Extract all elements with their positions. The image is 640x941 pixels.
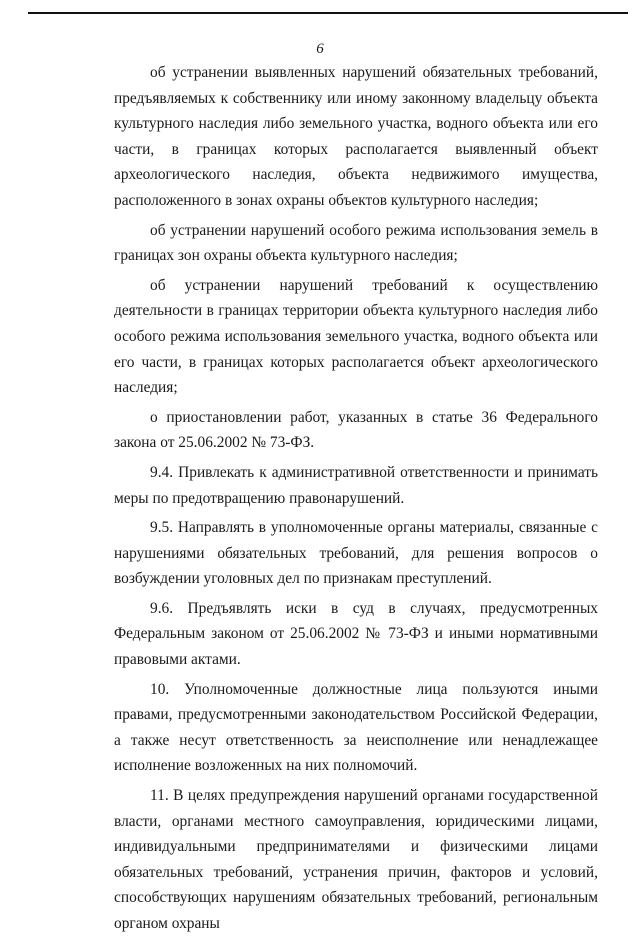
top-border-line — [28, 12, 628, 14]
paragraph-land-use-regime: об устранении нарушений особого режима использования земель в границах зон охраны объекта культурного наследия; — [114, 221, 598, 265]
paragraph-9-5: 9.5. Направлять в уполномоченные органы материалы, связанные с нарушениями обязательных требований, для решения вопросов о возбуждении уголовных дел по признакам преступлений. — [114, 519, 598, 588]
paragraph-10: 10. Уполномоченные должностные лица пользуются иными правами, предусмотренными законодательством Российской Федерации, а также несут ответственность за неисполнение или ненадлежащее исполнение возложенных на них полномочий. — [114, 680, 598, 775]
page-number: 6 — [316, 41, 324, 57]
paragraph-suspension-of-works: о приостановлении работ, указанных в статье 36 Федерального закона от 25.06.2002 № 73-ФЗ. — [114, 408, 598, 452]
paragraph-activity-requirements: об устранении нарушений требований к осуществлению деятельности в границах территории объекта культурного наследия либо особого режима использования земельного участка, водного объекта или его части, в границах которых располагается объект археологического наследия; — [114, 276, 598, 397]
paragraph-9-6: 9.6. Предъявлять иски в суд в случаях, предусмотренных Федеральным законом от 25.06.2002 № 73-ФЗ и иными нормативными правовыми актами. — [114, 599, 598, 669]
paragraph-violations-requirements: об устранении выявленных нарушений обязательных требований, предъявляемых к собственнику или иному законному владельцу объекта культурного наследия либо земельного участка, водного объекта или его части, в границах которых располагается выявленный объект археологического наследия, объекта недвижимого имущества, расположенного в зонах охраны объектов культурного наследия; — [114, 64, 598, 209]
paragraph-9-4: 9.4. Привлекать к административной ответственности и принимать меры по предотвращению правонарушений. — [114, 463, 598, 507]
paragraph-11: 11. В целях предупреждения нарушений органами государственной власти, органами местного самоуправления, юридическими лицами, индивидуальными предпринимателями и физическими лицами обязательных требований, устранения причин, факторов и условий, способствующих нарушениям обязательных требований, региональным органом охраны — [114, 787, 598, 932]
document-body — [114, 60, 598, 941]
